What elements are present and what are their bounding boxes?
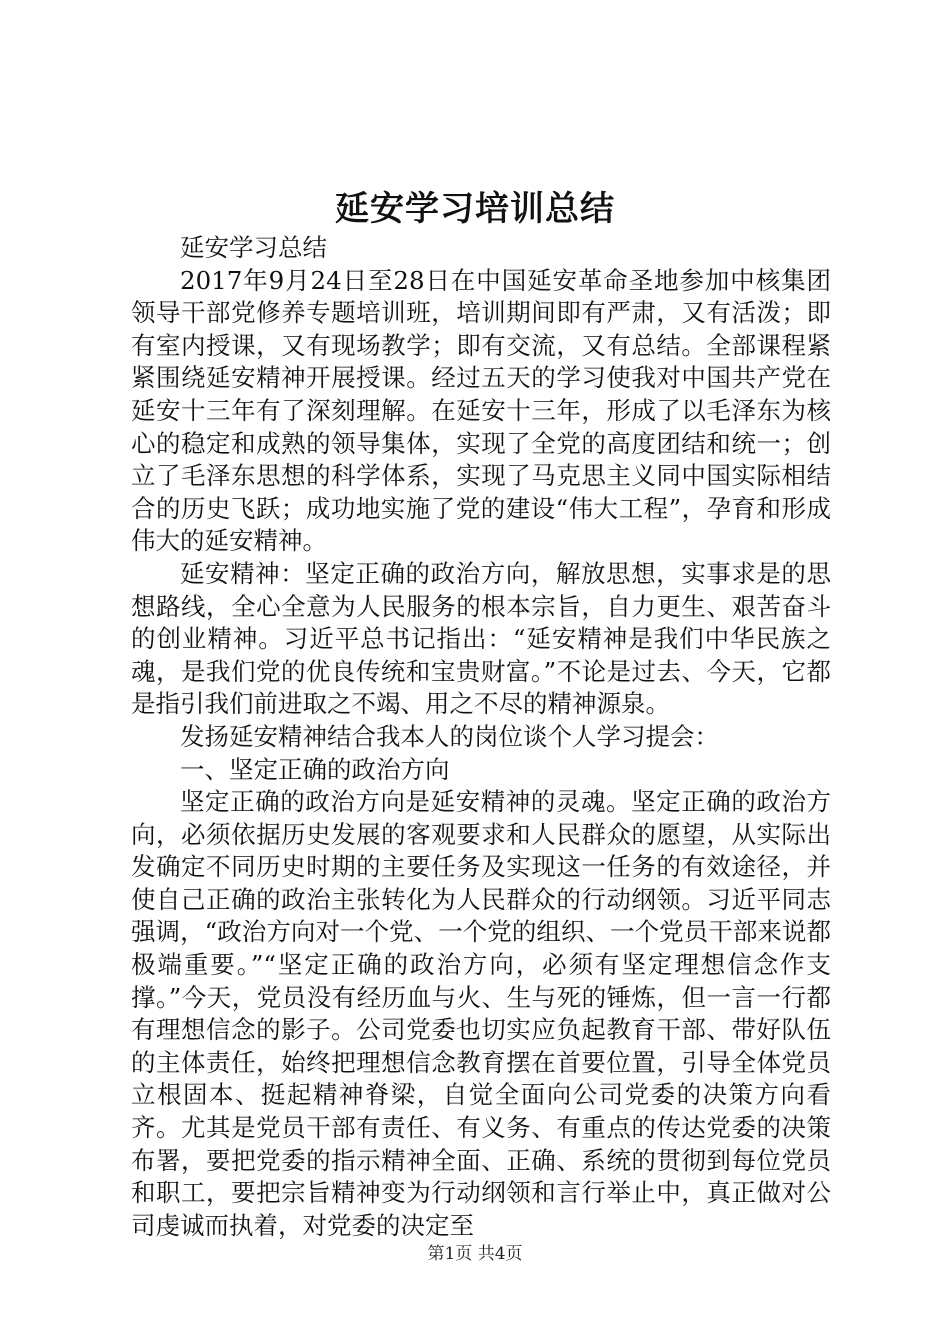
document-title: 延安学习培训总结 xyxy=(335,189,615,229)
paragraph-political-direction: 坚定正确的政治方向是延安精神的灵魂。坚定正确的政治方向，必须依据历史发展的客观要求和人民群众的愿望，从实际出发确定不同历史时期的主要任务及实现这一任务的有效途径，并使自己正确的政治主张转化为人民群众的行动纲领。习近平同志强调，“政治方向对一个党、一个党的组织、一个党员干部来说都极端重要。”“坚定正确的政治方向，必须有坚定理想信念作支撑。”今天，党员没有经历血与火、生与死的锤炼，但一言一行都有理想信念的影子。公司党委也切实应负起教育干部、带好队伍的主体责任，始终把理想信念教育摆在首要位置，引导全体党员立根固本、挺起精神脊梁，自觉全面向公司党委的决策方向看齐。尤其是党员干部有责任、有义务、有重点的传达党委的决策布署，要把党委的指示精神全面、正确、系统的贯彻到每位党员和职工，要把宗旨精神变为行动纲领和言行举止中，真正做对公司虔诚而执着，对党委的决定至 xyxy=(131,787,831,1240)
page-number-footer: 第1页 共4页 xyxy=(427,1244,523,1264)
paragraph-intro: 2017年9月24日至28日在中国延安革命圣地参加中核集团领导干部党修养专题培训班，培训期间即有严肃，又有活泼；即有室内授课，又有现场教学；即有交流，又有总结。全部课程紧紧围绕延安精神开展授课。经过五天的学习使我对中国共产党在延安十三年有了深刻理解。在延安十三年，形成了以毛泽东为核心的稳定和成熟的领导集体，实现了全党的高度团结和统一；创立了毛泽东思想的科学体系，实现了马克思主义同中国实际相结合的历史飞跃；成功地实施了党的建设“伟大工程”，孕育和形成伟大的延安精神。 xyxy=(131,265,831,556)
document-body xyxy=(131,232,831,1242)
paragraph-lead-in: 发扬延安精神结合我本人的岗位谈个人学习提会： xyxy=(180,721,719,751)
section-heading-1: 一、坚定正确的政治方向 xyxy=(180,754,450,784)
paragraph-subtitle: 延安学习总结 xyxy=(180,233,327,262)
paragraph-yanan-spirit: 延安精神：坚定正确的政治方向，解放思想，实事求是的思想路线，全心全意为人民服务的根本宗旨，自力更生、艰苦奋斗的创业精神。习近平总书记指出：“延安精神是我们中华民族之魂，是我们党的优良传统和宝贵财富。”不论是过去、今天，它都是指引我们前进取之不竭、用之不尽的精神源泉。 xyxy=(131,558,831,719)
